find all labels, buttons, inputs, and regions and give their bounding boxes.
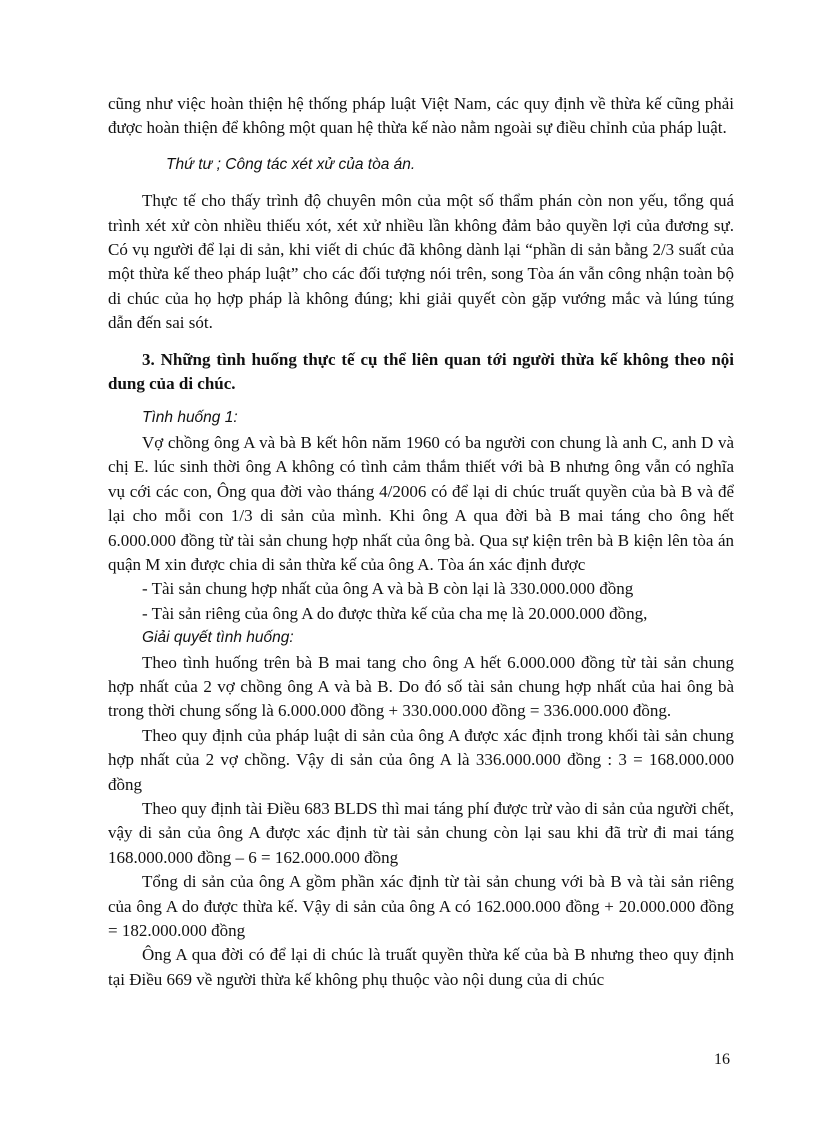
paragraph-case-facts: Vợ chồng ông A và bà B kết hôn năm 1960 có ba người con chung là anh C, anh D và chị E. lúc sinh thời ông A không có tình cảm thắm thiết với bà B nhưng ông vẫn có nghĩa vụ cới các con, Ông qua đời vào tháng 4/2006 có để lại di chúc truất quyền của bà B và để lại cho mỗi con 1/3 di sản của mình. Khi ông A qua đời bà B mai táng cho ông hết 6.000.000 đồng từ tài sản chung hợp nhất của ông bà. Qua sự kiện trên bà B kiện lên tòa án quận M xin được chia di sản thừa kế của ông A. Tòa án xác định được xyxy=(108,432,734,574)
paragraph-court-practice: Thực tế cho thấy trình độ chuyên môn của một số thẩm phán còn non yếu, tổng quá trình xét xử còn nhiều thiếu xót, xét xử nhiều lần không đảm bảo quyền lợi của đương sự. Có vụ người để lại di sản, khi viết di chúc đã không dành lại “phần di sản bằng 2/3 suất của một thừa kế theo pháp luật” cho các đối tượng nói trên, song Tòa án vẫn công nhận toàn bộ di chúc của họ hợp pháp là không đúng; khi giải quyết còn gặp vướng mắc và lúng túng dẫn đến sai sót. xyxy=(108,191,734,333)
section-heading: 3. Những tình huống thực tế cụ thể liên quan tới người thừa kế không theo nội dung của di chúc. xyxy=(108,349,734,394)
page-number: 16 xyxy=(714,1051,730,1068)
bullet-common-assets: - Tài sản chung hợp nhất của ông A và bà B còn lại là 330.000.000 đồng xyxy=(142,579,634,599)
paragraph-solution-3: Theo quy định tài Điều 683 BLDS thì mai táng phí được trừ vào di sản của người chết, vậy di sản của ông A được xác định từ tài sản chung còn lại sau khi đã trừ đi mai táng 168.000.000 đồng – 6 = 162.000.000 đồng xyxy=(108,798,734,867)
subheading-fourth: Thứ tư ; Công tác xét xử của tòa án. xyxy=(166,155,416,173)
paragraph-solution-5: Ông A qua đời có để lại di chúc là truất quyền thừa kế của bà B nhưng theo quy định tại Điều 669 về người thừa kế không phụ thuộc vào nội dung của di chúc xyxy=(108,945,734,989)
paragraph-solution-2: Theo quy định của pháp luật di sản của ông A được xác định trong khối tài sản chung hợp nhất của 2 vợ chồng. Vậy di sản của ông A là 336.000.000 đồng : 3 = 168.000.000 đồng xyxy=(108,725,734,794)
document-body xyxy=(108,92,734,992)
solution-label: Giải quyết tình huống: xyxy=(142,629,294,647)
case-label: Tình huống 1: xyxy=(142,409,238,427)
paragraph-solution-1: Theo tình huống trên bà B mai tang cho ông A hết 6.000.000 đồng từ tài sản chung hợp nhất của 2 vợ chồng ông A và bà B. Do đó số tài sản chung hợp nhất của hai ông bà trong thời chung sống là 6.000.000 đồng + 330.000.000 đồng = 336.000.000 đồng. xyxy=(108,652,734,721)
paragraph-intro: cũng như việc hoàn thiện hệ thống pháp luật Việt Nam, các quy định về thừa kế cũng phải được hoàn thiện để không một quan hệ thừa kế nào nằm ngoài sự điều chỉnh của pháp luật. xyxy=(108,94,734,138)
paragraph-solution-4: Tổng di sản của ông A gồm phần xác định từ tài sản chung với bà B và tài sản riêng của ông A do được thừa kế. Vậy di sản của ông A có 162.000.000 đồng + 20.000.000 đồng = 182.000.000 đồng xyxy=(108,872,734,940)
bullet-private-assets: - Tài sản riêng của ông A do được thừa kế của cha mẹ là 20.000.000 đồng, xyxy=(142,603,648,623)
